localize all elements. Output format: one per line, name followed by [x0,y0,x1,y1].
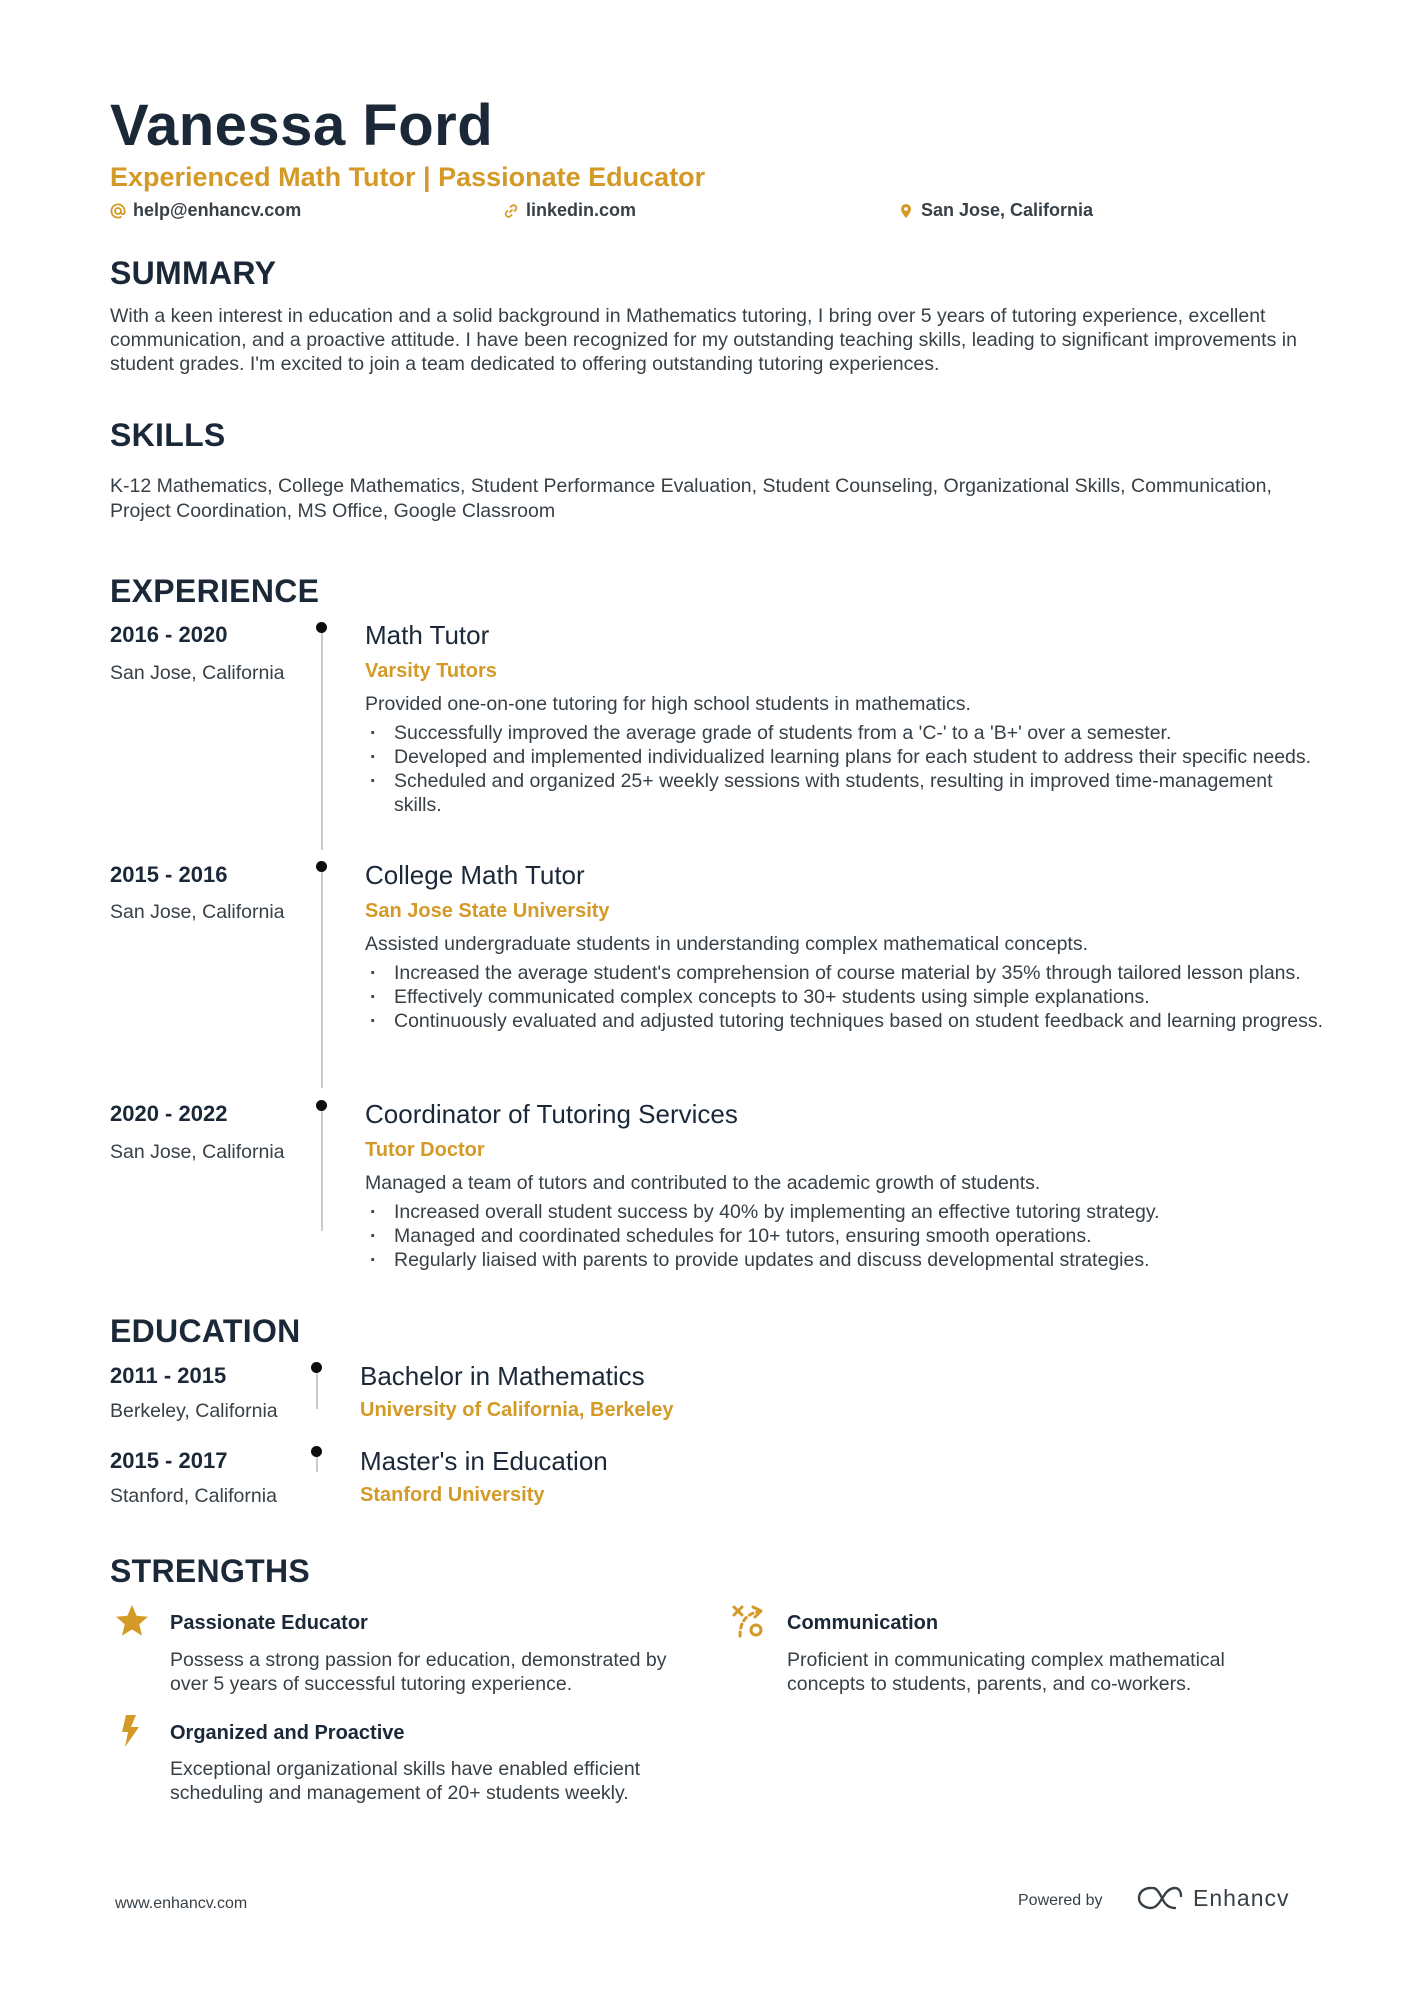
list-item: · Managed and coordinated schedules for 10+ tutors, ensuring smooth operations. [365,1224,1325,1248]
job-description: Provided one-on-one tutoring for high school students in mathematics. [365,693,971,715]
job-title: Math Tutor [365,620,490,650]
job-location: San Jose, California [110,1141,285,1163]
summary-text: With a keen interest in education and a solid background in Mathematics tutoring, I bring over 5 years of tutoring experience, excellent communication, and a proactive attitude. I have been recognized for my outstanding teaching skills, leading to significant improvements in student grades. I'm excited to join a team dedicated to offering outstanding tutoring experiences. [110,305,1297,375]
timeline-dot [316,622,327,633]
education-dates: 2011 - 2015 [110,1363,227,1388]
timeline-line [321,867,323,1088]
job-bullets [365,961,1325,1033]
education-dates: 2015 - 2017 [110,1448,228,1473]
candidate-headline: Experienced Math Tutor | Passionate Educator [110,162,706,192]
timeline-line [316,1367,318,1409]
link-icon [503,203,519,219]
timeline-dot [311,1446,322,1457]
timeline-line [321,1106,323,1231]
strategy-icon [731,1603,767,1639]
strength-title: Organized and Proactive [170,1722,405,1744]
footer-url[interactable]: www.enhancv.com [115,1895,248,1912]
contact-email-text: help@enhancv.com [133,200,302,220]
list-item: · Regularly liaised with parents to provide updates and discuss developmental strategies. [365,1248,1325,1272]
list-item: · Successfully improved the average grade of students from a 'C-' to a 'B+' over a semester. [365,721,1325,745]
footer-powered-by: Powered by [1018,1892,1103,1909]
list-item: · Continuously evaluated and adjusted tutoring techniques based on student feedback and learning progress. [365,1009,1325,1033]
strength-description: Exceptional organizational skills have enabled efficient scheduling and management of 20+ students weekly. [170,1758,641,1804]
job-description: Assisted undergraduate students in understanding complex mathematical concepts. [365,933,1089,955]
job-company: Varsity Tutors [365,660,497,682]
education-heading: EDUCATION [110,1313,301,1349]
summary-heading: SUMMARY [110,255,277,291]
strength-title: Passionate Educator [170,1612,368,1634]
job-location: San Jose, California [110,901,285,923]
job-bullets [365,1200,1325,1272]
list-item: · Scheduled and organized 25+ weekly sessions with students, resulting in improved time-management skills. [365,769,1325,817]
job-bullets [365,721,1325,817]
star-icon [114,1603,150,1639]
timeline-dot [316,1100,327,1111]
education-location: Stanford, California [110,1485,277,1507]
strength-title: Communication [787,1612,939,1634]
enhancv-logo-icon [1135,1884,1183,1912]
job-title: College Math Tutor [365,860,585,890]
timeline-dot [311,1362,322,1373]
candidate-name: Vanessa Ford [110,93,494,158]
job-company: Tutor Doctor [365,1139,485,1161]
education-school: University of California, Berkeley [360,1399,674,1421]
job-description: Managed a team of tutors and contributed to the academic growth of students. [365,1172,1041,1194]
list-item: · Effectively communicated complex concepts to 30+ students using simple explanations. [365,985,1325,1009]
at-icon [110,203,126,219]
lightning-icon [114,1713,150,1749]
timeline-line [321,628,323,850]
job-dates: 2020 - 2022 [110,1101,228,1126]
contact-location [898,200,1093,221]
skills-text: K-12 Mathematics, College Mathematics, Student Performance Evaluation, Student Counseling, Organizational Skills, Communication, Project Coordination, MS Office, Google Classroom [110,475,1272,522]
list-item: · Increased the average student's comprehension of course material by 35% through tailored lesson plans. [365,961,1325,985]
contact-linkedin[interactable] [503,200,636,221]
education-school: Stanford University [360,1484,545,1506]
contact-linkedin-text: linkedin.com [526,200,637,220]
strength-description: Proficient in communicating complex mathematical concepts to students, parents, and co-workers. [787,1649,1225,1695]
list-item: · Increased overall student success by 40% by implementing an effective tutoring strategy. [365,1200,1325,1224]
location-pin-icon [898,203,914,219]
skills-heading: SKILLS [110,417,226,453]
list-item: · Developed and implemented individualized learning plans for each student to address their specific needs. [365,745,1325,769]
job-company: San Jose State University [365,900,610,922]
strengths-heading: STRENGTHS [110,1553,311,1589]
job-title: Coordinator of Tutoring Services [365,1099,738,1129]
contact-email[interactable] [110,200,301,221]
job-location: San Jose, California [110,662,285,684]
job-dates: 2015 - 2016 [110,862,228,887]
education-location: Berkeley, California [110,1400,278,1422]
footer-brand-logo[interactable] [1135,1884,1290,1912]
education-degree: Bachelor in Mathematics [360,1361,645,1391]
timeline-dot [316,861,327,872]
education-degree: Master's in Education [360,1446,608,1476]
job-dates: 2016 - 2020 [110,622,228,647]
footer-brand-name: Enhancv [1193,1884,1290,1911]
contact-location-text: San Jose, California [921,200,1094,220]
strength-description: Possess a strong passion for education, demonstrated by over 5 years of successful tutoring experience. [170,1649,667,1695]
experience-heading: EXPERIENCE [110,573,320,609]
